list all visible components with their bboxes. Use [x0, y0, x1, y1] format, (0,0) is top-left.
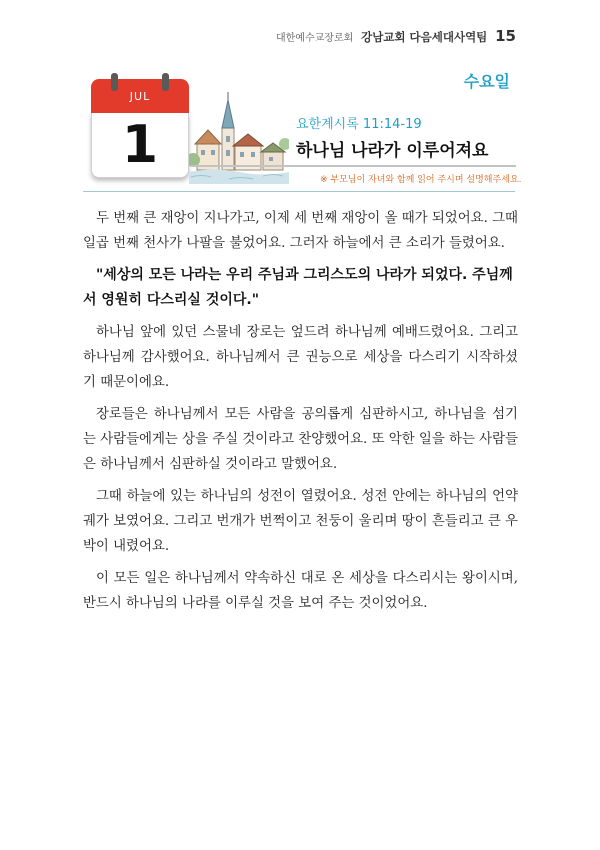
parent-note: ※ 부모님이 자녀와 함께 읽어 주시며 설명해주세요.	[320, 175, 522, 185]
paragraph: 두 번째 큰 재앙이 지나가고, 이제 세 번째 재앙이 올 때가 되었어요. 그때 일곱 번째 천사가 나팔을 불었어요. 그러자 하늘에서 큰 소리가 들렸어요.	[83, 211, 518, 251]
header-divider	[83, 191, 515, 192]
lesson-title: 하나님 나라가 이루어져요	[296, 141, 489, 161]
page-number: 15	[495, 27, 516, 45]
running-header-org: 대한예수교장로회	[275, 33, 354, 44]
paragraph: 그때 하늘에 있는 하나님의 성전이 열렸어요. 성전 안에는 하나님의 언약궤가 보였어요. 그리고 번개가 번쩍이고 천둥이 울리며 땅이 흔들리고 큰 우박이 내렸어요.	[83, 489, 518, 554]
paragraph: 이 모든 일은 하나님께서 약속하신 대로 온 세상을 다스리시는 왕이시며, 반드시 하나님의 나라를 이루실 것을 보여 주는 것이었어요.	[83, 571, 518, 611]
story-body	[83, 206, 518, 623]
calendar-day: 1	[121, 115, 159, 175]
town-illustration	[189, 88, 289, 184]
scripture-reference: 요한계시록 11:14-19	[296, 117, 422, 132]
weekday-label: 수요일	[463, 72, 510, 91]
calendar-ring-right	[162, 73, 169, 91]
paragraph: 하나님 앞에 있던 스물네 장로는 엎드려 하나님께 예배드렸어요. 그리고 하나님께 감사했어요. 하나님께서 큰 권능으로 세상을 다스리기 시작하셨기 때문이에요.	[83, 325, 518, 390]
paragraph: 장로들은 하나님께서 모든 사람을 공의롭게 심판하시고, 하나님을 섬기는 사람들에게는 상을 주실 것이라고 찬양했어요. 또 악한 일을 하는 사람들은 하나님께서 심판하실 것이라고 말했어요.	[83, 407, 518, 472]
title-divider	[190, 165, 516, 167]
calendar-month: JUL	[129, 90, 151, 103]
calendar-ring-left	[111, 73, 118, 91]
calendar-icon	[91, 73, 189, 179]
quoted-verse: "세상의 모든 나라는 우리 주님과 그리스도의 나라가 되었다. 주님께서 영원히 다스리실 것이다."	[83, 267, 513, 308]
running-header	[276, 27, 516, 45]
running-header-church: 강남교회 다음세대사역팀	[361, 30, 488, 44]
